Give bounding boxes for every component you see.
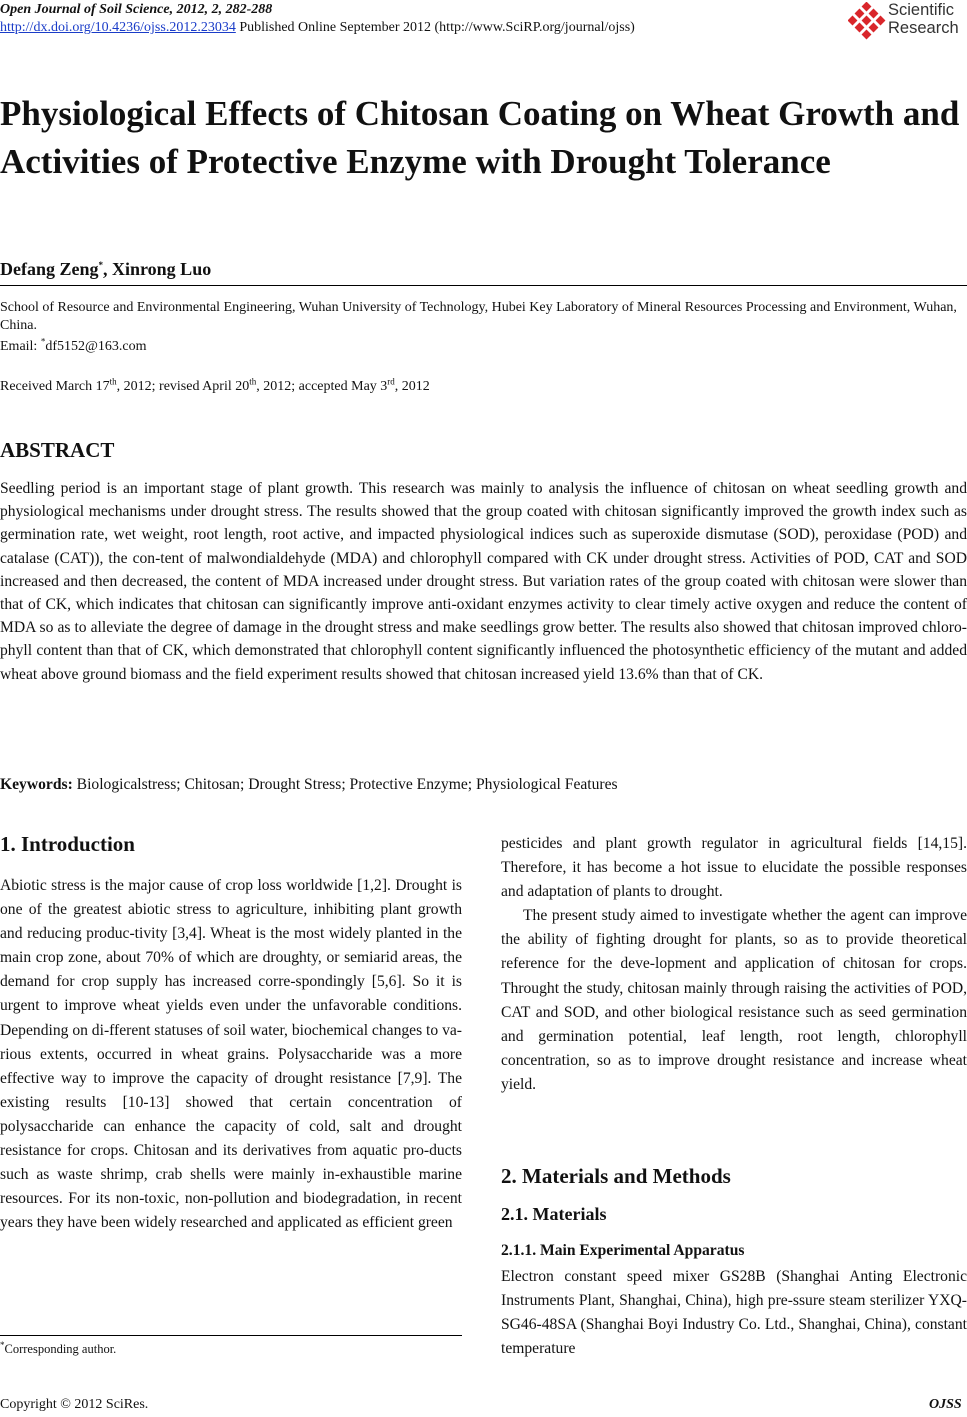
journal-citation: Open Journal of Soil Science, 2012, 2, 282-288	[0, 2, 273, 17]
footnote-divider	[0, 1335, 462, 1336]
logo-diamond-icon	[848, 2, 886, 40]
author-1: Defang Zeng	[0, 259, 99, 279]
year-text: , 2012	[394, 379, 430, 394]
doi-link[interactable]: http://dx.doi.org/10.4236/ojss.2012.23034	[0, 20, 236, 35]
intro-right-column	[501, 832, 967, 1097]
revised-text: , 2012; revised April 20	[116, 379, 250, 394]
paper-title: Physiological Effects of Chitosan Coating on Wheat Growth and Activities of Protective Enzyme with Drought Tolerance	[0, 94, 960, 181]
header-divider	[0, 285, 967, 286]
keywords-line	[0, 776, 618, 794]
email-address: df5152@163.com	[45, 339, 147, 354]
footnote-text: Corresponding author.	[4, 1342, 117, 1356]
keywords-list: Biologicalstress; Chitosan; Drought Stress; Protective Enzyme; Physiological Features	[72, 776, 618, 793]
email-label: Email:	[0, 339, 41, 354]
published-note: Published Online September 2012 (http://www.SciRP.org/journal/ojss)	[239, 20, 635, 35]
scientific-research-logo	[848, 2, 966, 40]
section-1-heading: 1. Introduction	[0, 832, 135, 856]
footnote-mark: *	[0, 1339, 5, 1350]
apparatus-paragraph: Electron constant speed mixer GS28B (Shanghai Anting Electronic Instruments Plant, Shanghai, China), high pre-ssure steam sterilizer YXQ-SG46-48SA (Shanghai Boyi Industry Co. Ltd., Shanghai, China), constant temperature	[501, 1268, 967, 1358]
section-2-1-heading: 2.1. Materials	[501, 1204, 607, 1224]
ordinal-suffix: th	[249, 376, 257, 387]
email-mark: *	[40, 336, 46, 347]
intro-left-column	[0, 874, 462, 1235]
keywords-label: Keywords:	[0, 776, 73, 793]
ordinal-suffix: rd	[387, 376, 395, 387]
abstract-heading: ABSTRACT	[0, 438, 115, 462]
abstract-body: Seedling period is an important stage of plant growth. This research was mainly to analysis the influence of chitosan on wheat seedling growth and physiological mechanisms under drought stress. The results showed that the group coated with chitosan significantly improved the growth index such as germination rate, wet weight, root length, root active, and impacted physiological indices such as superoxide dismutase (SOD), peroxidase (POD) and catalase (CAT)), the con-tent of malwondialdehyde (MDA) and chlorophyll compared with CK under drought stress. Activities of POD, CAT and SOD increased and then decreased, the content of MDA increased under drought stress. But variation rates of the group coated with chitosan were slower than that of CK, which indicates that chitosan can significantly improve anti-oxidant enzymes activity to clear timely active oxygen and reduce the content of MDA so as to alleviate the degree of damage in the drought stress and make seedlings grow better. The results also showed that chitosan improved chloro-phyll content than that of CK, which demonstrated that chlorophyll content significantly influenced the photosynthetic efficiency of the mutant and added wheat above ground biomass and the field experiment results showed that chitosan increased yield 13.6% than that of CK.	[0, 480, 967, 683]
ordinal-suffix: th	[109, 376, 117, 387]
doi-line	[0, 20, 635, 36]
logo-line-2: Research	[888, 18, 959, 37]
intro-paragraph-1: Abiotic stress is the major cause of crop loss worldwide [1,2]. Drought is one of the greatest abiotic stress to agriculture, inhibiting plant growth and reducing produc-tivity [3,4]. Wheat is the most widely planted in the main crop zone, about 70% of which are droughty, or semiarid areas, the demand for crop supply has increased corre-spondingly [5,6]. So it is urgent to improve wheat yields even under the unfavorable conditions. Depending on di-fferent statuses of soil water, biochemical changes to va-rious extents, occurred in wheat grains. Polysaccharide was a more effective way to improve the capacity of drought resistance [7,9]. The existing results [10-13] showed that certain concentration of polysaccharide can enhance the capacity of cold, salt and drought resistance for crops. Chitosan and its derivatives from aquatic pro-ducts such as waste shrimp, crab shells were mainly in-exhaustible marine resources. For its non-toxic, non-pollution and biodegradation, in recent years they have been widely researched and applicated as efficient green	[0, 877, 462, 1232]
received-dates	[0, 376, 430, 395]
accepted-text: , 2012; accepted May 3	[256, 379, 388, 394]
intro-paragraph-2: The present study aimed to investigate whether the agent can improve the ability of fighting drought for plants, so as to provide theoretical reference for the deve-lopment and application of chitosan for crops. Throught the study, chitosan mainly through raising the activities of POD, CAT and SOD, and other biological resistance such as seed germination and germination potential, leaf length, root length, chlorophyll concentration, so as to improve drought resistance and increase wheat yield.	[501, 907, 967, 1093]
authors	[0, 259, 211, 280]
logo-text	[888, 2, 959, 37]
section-2-1-1-heading: 2.1.1. Main Experimental Apparatus	[501, 1242, 745, 1259]
section-2-heading: 2. Materials and Methods	[501, 1164, 731, 1188]
corresponding-mark: *	[98, 260, 103, 270]
author-2: , Xinrong Luo	[103, 259, 212, 279]
affiliation: School of Resource and Environmental Engineering, Wuhan University of Technology, Hubei Key Laboratory of Mineral Resources Processing and Environment, Wuhan, China.	[0, 300, 957, 333]
logo-line-1: Scientific	[888, 1, 955, 19]
intro-paragraph-1-cont: pesticides and plant growth regulator in agricultural fields [14,15]. Therefore, it has become a hot issue to elucidate the possible responses and adaptation of plants to drought.	[501, 835, 967, 901]
email-line	[0, 336, 147, 355]
footnote	[0, 1339, 117, 1357]
copyright: Copyright © 2012 SciRes.	[0, 1397, 149, 1412]
journal-abbreviation: OJSS	[929, 1397, 962, 1412]
received-text: Received March 17	[0, 379, 110, 394]
